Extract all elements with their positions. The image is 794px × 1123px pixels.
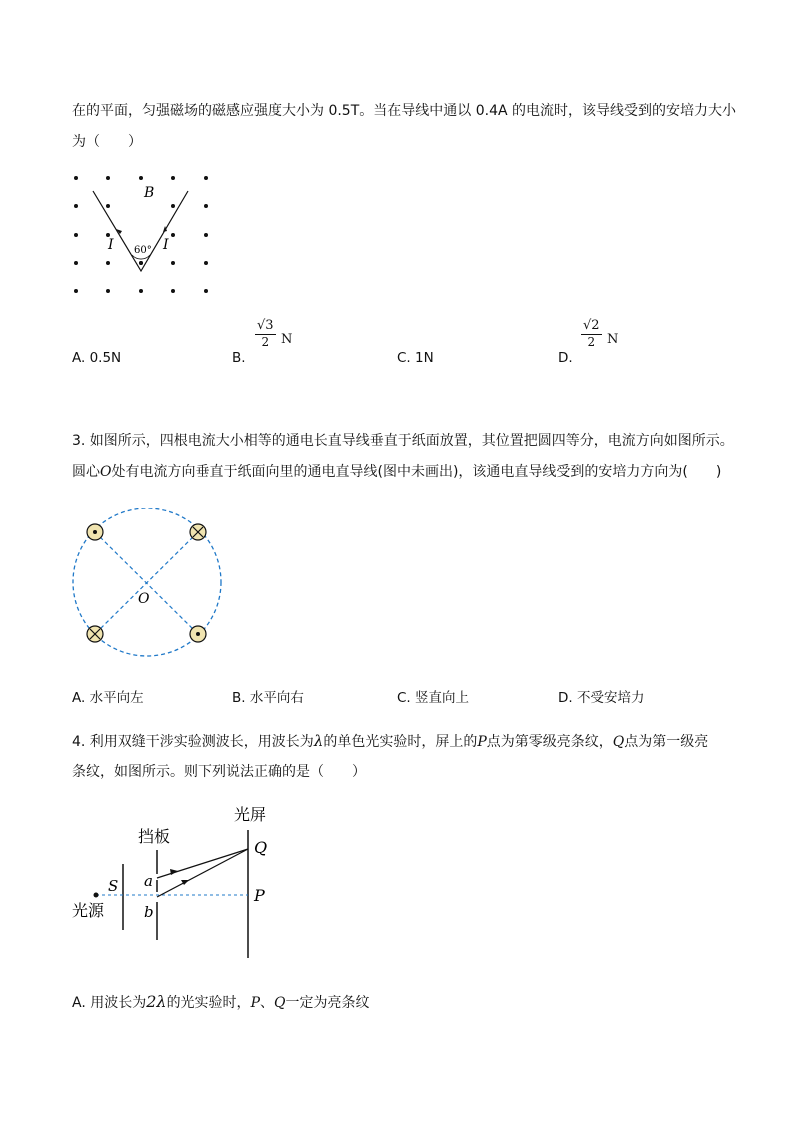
q3-option-a[interactable]: A. 水平向左 [72,690,144,706]
q2-option-b-label: B. [232,350,246,366]
label-O: O [138,591,150,607]
q2-option-b[interactable] [232,318,312,368]
ray-b [157,849,248,897]
q3-option-d[interactable]: D. 不受安培力 [558,690,645,706]
q4-text-line1 [72,731,708,752]
q3-text-line2 [72,462,721,482]
q4-text-line2: 条纹，如图所示。则下列说法正确的是（ ） [72,764,366,780]
unit-n: N [607,332,619,347]
q4-symbol-P: P [477,734,487,750]
q2-figure-magnetic-field [60,165,230,305]
q2-option-c[interactable]: C. 1N [397,350,434,366]
q4-option-a-part2: 的光实验时， [166,995,251,1011]
q3-text-line1: 3. 如图所示，四根电流大小相等的通电长直导线垂直于纸面放置，其位置把圆四等分，电流方向如图所示。 [72,433,734,449]
q2-text-line1: 在的平面，匀强磁场的磁感应强度大小为 0.5T。当在导线中通以 0.4A 的电流时，该导线受到的安培力大小 [72,103,737,119]
q3-text-part1: 圆心 [72,464,100,480]
q4-option-a-lambda: 2λ [146,992,167,1011]
q2-text-line2: 为（ ） [72,134,142,150]
q3-option-c[interactable]: C. 竖直向上 [397,690,470,706]
wire-out-top-left-icon [87,524,103,540]
vertex-dot [139,261,143,265]
fraction-denominator: 2 [261,335,270,349]
q2-option-b-fraction [255,318,276,349]
label-60deg: 60° [134,245,152,256]
q4-text-part3: 点为第零级亮条纹， [486,734,613,750]
label-baffle: 挡板 [138,827,171,846]
label-B: B [144,185,155,201]
q4-text-part4: 点为第一级亮 [624,734,709,750]
q4-option-a-sep: 、 [259,995,274,1011]
fraction-numerator: √3 [257,318,274,333]
q4-symbol-lambda: λ [313,732,324,750]
q3-option-b[interactable]: B. 水平向右 [232,690,304,706]
q4-symbol-Q: Q [612,734,625,750]
q3-symbol-O: O [100,464,112,480]
label-a: a [144,872,153,890]
fraction-denominator: 2 [587,335,596,349]
label-P: P [254,886,265,905]
unit-n: N [281,332,293,347]
label-source: 光源 [72,901,105,920]
q2-option-d-fraction [581,318,602,349]
q2-option-d[interactable] [558,318,638,368]
q2-option-d-label: D. [558,350,573,366]
label-Q: Q [254,838,268,857]
q4-option-a-part1: A. 用波长为 [72,995,147,1011]
q3-text-part2: 处有电流方向垂直于纸面向里的通电直导线(图中未画出)，该通电直导线受到的安培力方向为( ) [111,464,722,480]
q4-option-a-part3: 一定为亮条纹 [285,995,370,1011]
fraction-numerator: √2 [583,318,600,333]
q4-option-a[interactable] [72,992,369,1013]
label-b: b [144,903,154,921]
q4-option-a-Q: Q [273,995,286,1011]
source-dot [94,893,99,898]
q3-figure-four-wires [62,508,232,668]
q4-text-part1: 4. 利用双缝干涉实验测波长，用波长为 [72,734,314,750]
q2-option-a[interactable]: A. 0.5N [72,350,122,366]
wire-out-bottom-right-icon [190,626,206,642]
label-I-left: I [108,237,114,253]
q4-option-a-P: P [250,995,260,1011]
label-S: S [108,877,119,895]
label-I-right: I [163,237,169,253]
q4-figure-double-slit [70,800,290,960]
wire-in-top-right-icon [190,524,206,540]
label-screen: 光屏 [234,805,267,824]
wire-in-bottom-left-icon [87,626,103,642]
q4-text-part2: 的单色光实验时，屏上的 [323,734,478,750]
